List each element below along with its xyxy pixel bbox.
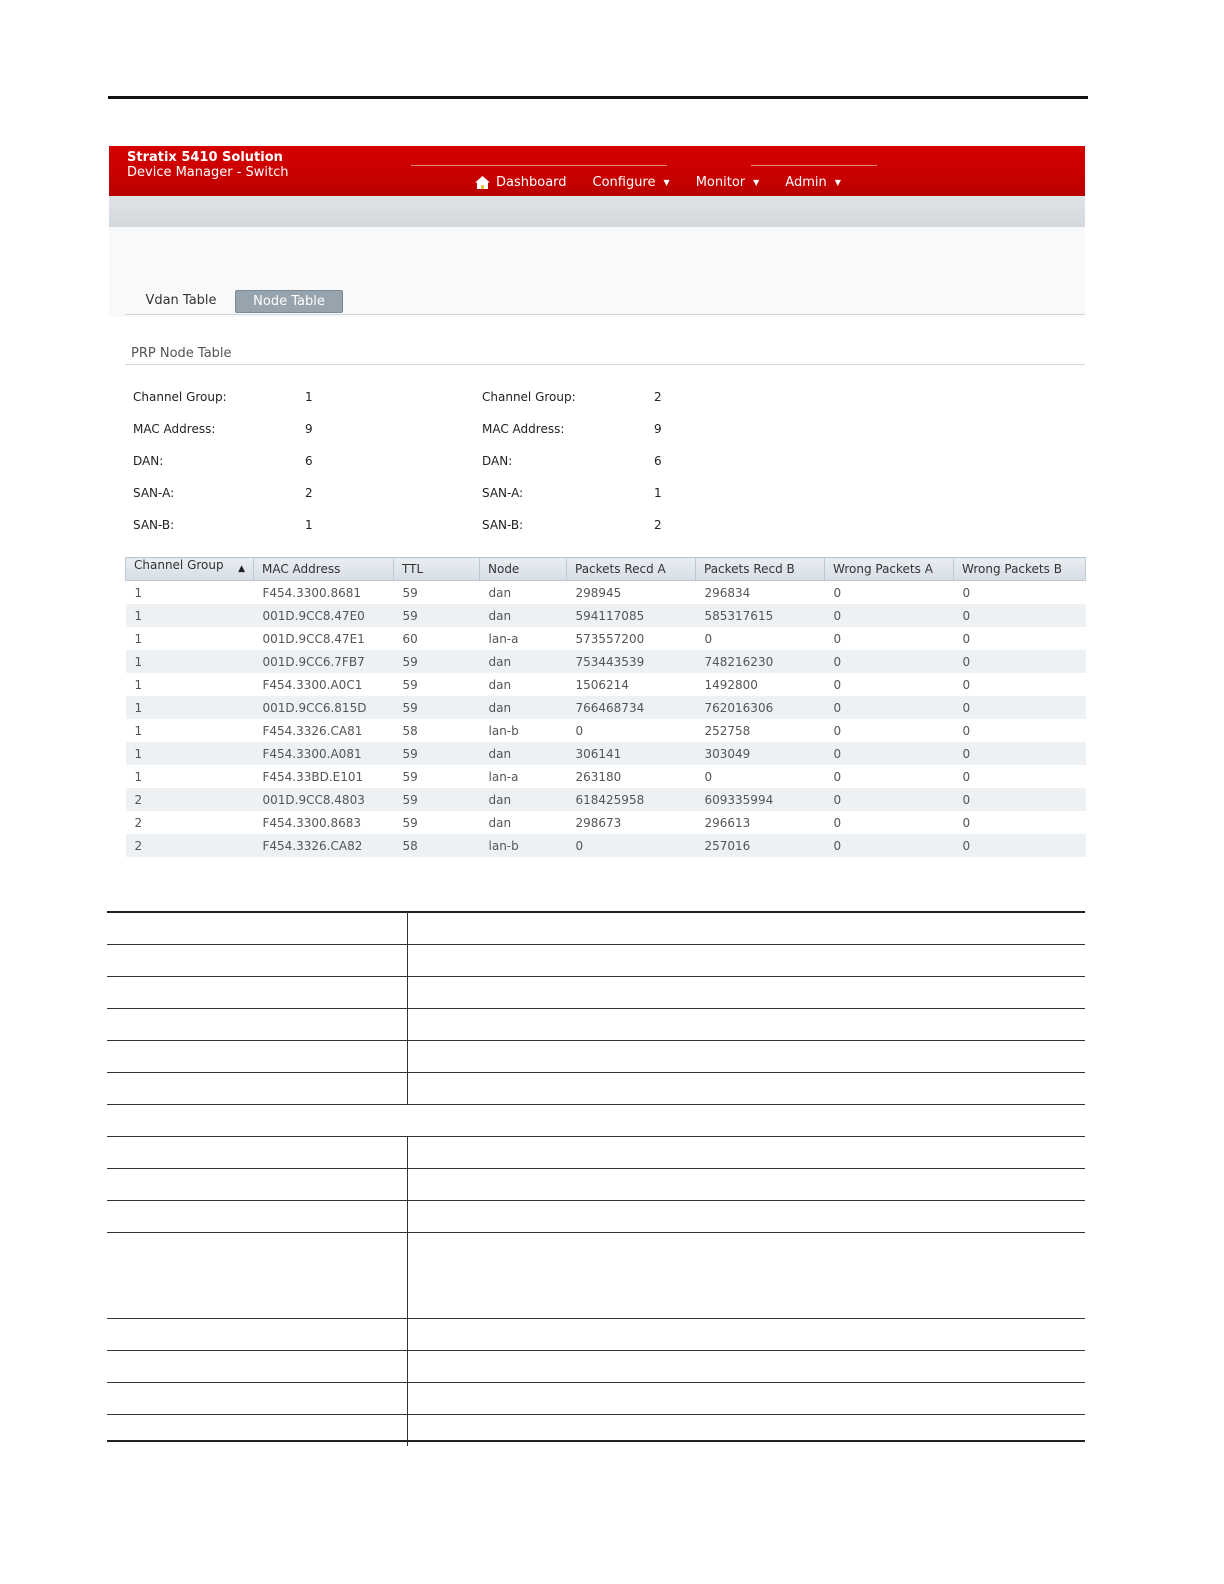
cell-wrong-packets-b: 0 (954, 834, 1086, 857)
nav-admin[interactable] (785, 175, 841, 190)
cell-mac-address: 001D.9CC8.47E0 (254, 604, 394, 627)
cell-node: dan (488, 815, 512, 830)
cell-ttl: 59 (402, 815, 418, 830)
doc-table-row (107, 977, 1085, 1009)
tab-vdan-table[interactable]: Vdan Table (145, 293, 217, 308)
cell-wrong-packets-a: 0 (825, 650, 954, 673)
cell-node: dan (480, 604, 567, 627)
document-table (107, 912, 1085, 1446)
chevron-down-icon: ▼ (663, 177, 670, 187)
cell-packets-recd-a: 753443539 (567, 650, 696, 673)
doc-table-row (107, 1383, 1085, 1415)
summary-label: Channel Group: (482, 390, 576, 404)
cell-wrong-packets-a: 0 (825, 834, 954, 857)
cell-packets-recd-a: 1506214 (575, 677, 629, 692)
cell-wrong-packets-b: 0 (962, 677, 971, 692)
column-header-channel-group[interactable] (126, 558, 254, 581)
brand (127, 150, 289, 180)
cell-mac-address: 001D.9CC8.4803 (254, 788, 394, 811)
cell-ttl: 59 (394, 650, 480, 673)
summary-label: Channel Group: (133, 390, 227, 404)
nav-configure-label: Configure (592, 174, 656, 190)
doc-column-divider (407, 1201, 408, 1232)
cell-wrong-packets-b: 0 (962, 585, 971, 600)
prp-node-table (125, 557, 1086, 857)
doc-table-bottom-rule (107, 1440, 1085, 1442)
cell-ttl: 59 (402, 677, 418, 692)
summary-value: 1 (654, 486, 662, 500)
cell-channel-group: 1 (134, 631, 143, 646)
table-row[interactable] (126, 765, 1086, 788)
nav-dashboard[interactable] (475, 175, 567, 190)
doc-column-divider (407, 1169, 408, 1200)
cell-channel-group: 2 (134, 815, 143, 830)
home-icon (475, 176, 490, 189)
cell-wrong-packets-b: 0 (954, 604, 1086, 627)
cell-mac-address: 001D.9CC8.47E1 (262, 631, 365, 646)
cell-channel-group: 1 (126, 696, 254, 719)
cell-wrong-packets-a: 0 (833, 631, 842, 646)
table-row[interactable] (126, 742, 1086, 765)
doc-column-divider (407, 912, 408, 944)
summary-value: 6 (654, 454, 662, 468)
summary-label: SAN-A: (482, 486, 524, 500)
cell-mac-address: F454.3326.CA82 (254, 834, 394, 857)
doc-column-divider (407, 1073, 408, 1104)
cell-packets-recd-b: 296613 (704, 815, 751, 830)
summary-value: 1 (305, 518, 313, 532)
section-divider (125, 364, 1085, 365)
cell-ttl: 58 (402, 723, 418, 738)
cell-ttl: 59 (394, 604, 480, 627)
cell-wrong-packets-a: 0 (833, 585, 842, 600)
doc-table-row (107, 1009, 1085, 1041)
device-manager-window (109, 146, 1085, 866)
column-header-mac-address[interactable]: MAC Address (254, 558, 394, 581)
doc-table-row (107, 1137, 1085, 1169)
cell-packets-recd-a: 0 (575, 723, 584, 738)
page-header-rule (108, 96, 1088, 99)
cell-mac-address: F454.3300.A0C1 (262, 677, 363, 692)
cell-packets-recd-a: 573557200 (575, 631, 645, 646)
cell-node: lan-a (488, 769, 519, 784)
cell-ttl: 59 (394, 742, 480, 765)
summary-label: SAN-A: (133, 486, 175, 500)
cell-mac-address: F454.3300.8681 (262, 585, 362, 600)
summary-value: 2 (654, 390, 662, 404)
cell-wrong-packets-a: 0 (833, 815, 842, 830)
cell-wrong-packets-a: 0 (825, 788, 954, 811)
cell-ttl: 60 (402, 631, 418, 646)
doc-table-row (107, 1073, 1085, 1105)
cell-packets-recd-a: 298945 (575, 585, 622, 600)
chevron-down-icon: ▼ (753, 177, 760, 187)
cell-channel-group: 1 (134, 677, 143, 692)
cell-node: dan (480, 742, 567, 765)
sort-ascending-icon: ▲ (238, 564, 245, 574)
summary-label: DAN: (482, 454, 513, 468)
main-nav (475, 172, 867, 192)
cell-node: dan (480, 650, 567, 673)
column-header-node[interactable]: Node (480, 558, 567, 581)
cell-wrong-packets-b: 0 (962, 769, 971, 784)
column-header-packets-recd-b[interactable]: Packets Recd B (696, 558, 825, 581)
table-row[interactable] (126, 650, 1086, 673)
cell-packets-recd-a: 0 (567, 834, 696, 857)
cell-ttl: 59 (402, 585, 418, 600)
summary-label: MAC Address: (133, 422, 216, 436)
cell-node: dan (488, 585, 512, 600)
cell-packets-recd-a: 306141 (567, 742, 696, 765)
summary-value: 6 (305, 454, 313, 468)
table-row[interactable] (126, 834, 1086, 857)
cell-wrong-packets-b: 0 (954, 696, 1086, 719)
doc-table-row (107, 1041, 1085, 1073)
cell-channel-group: 1 (134, 723, 143, 738)
cell-packets-recd-b: 257016 (696, 834, 825, 857)
cell-node: lan-b (480, 834, 567, 857)
cell-packets-recd-a: 618425958 (567, 788, 696, 811)
cell-mac-address: F454.3326.CA81 (262, 723, 363, 738)
doc-column-divider (407, 1383, 408, 1414)
doc-column-divider (407, 1041, 408, 1072)
doc-column-divider (407, 1137, 408, 1168)
cell-packets-recd-b: 0 (704, 769, 713, 784)
cell-ttl: 59 (402, 769, 418, 784)
table-header-row (126, 558, 1086, 581)
doc-column-divider (407, 1319, 408, 1350)
cell-packets-recd-b: 0 (704, 631, 713, 646)
nav-dashboard-label: Dashboard (496, 174, 567, 190)
cell-wrong-packets-b: 0 (962, 723, 971, 738)
cell-channel-group: 2 (126, 834, 254, 857)
cell-mac-address: F454.3300.8683 (262, 815, 362, 830)
cell-mac-address: F454.3300.A081 (254, 742, 394, 765)
cell-mac-address: 001D.9CC6.7FB7 (254, 650, 394, 673)
column-header-packets-recd-a[interactable]: Packets Recd A (567, 558, 696, 581)
table-body (126, 581, 1086, 858)
cell-channel-group: 1 (134, 769, 143, 784)
table-row[interactable] (126, 719, 1086, 742)
cell-wrong-packets-b: 0 (962, 631, 971, 646)
cell-wrong-packets-a: 0 (833, 769, 842, 784)
cell-wrong-packets-a: 0 (825, 604, 954, 627)
cell-ttl: 59 (394, 696, 480, 719)
nav-monitor-label: Monitor (695, 174, 746, 190)
cell-packets-recd-b: 1492800 (704, 677, 758, 692)
doc-column-divider (407, 945, 408, 976)
chevron-down-icon: ▼ (834, 177, 841, 187)
cell-packets-recd-b: 609335994 (696, 788, 825, 811)
doc-table-row (107, 912, 1085, 945)
cell-ttl: 59 (394, 788, 480, 811)
cell-packets-recd-b: 252758 (704, 723, 751, 738)
cell-packets-recd-a: 594117085 (567, 604, 696, 627)
table-row[interactable] (126, 788, 1086, 811)
app-title: Stratix 5410 Solution (127, 150, 283, 165)
table-row[interactable] (126, 696, 1086, 719)
doc-table-row (107, 1233, 1085, 1319)
doc-table-row (107, 945, 1085, 977)
cell-wrong-packets-b: 0 (962, 815, 971, 830)
nav-admin-label: Admin (785, 174, 827, 190)
table-row[interactable] (126, 581, 1086, 605)
column-header-wrong-packets-b[interactable]: Wrong Packets B (954, 558, 1086, 581)
summary-value: 9 (654, 422, 662, 436)
doc-table-row (107, 1319, 1085, 1351)
summary-label: MAC Address: (482, 422, 565, 436)
app-banner (109, 146, 1085, 196)
cell-mac-address: F454.33BD.E101 (262, 769, 364, 784)
toolbar (109, 196, 1085, 227)
cell-channel-group: 1 (126, 742, 254, 765)
cell-node: dan (480, 696, 567, 719)
doc-table-row (107, 1169, 1085, 1201)
nav-configure[interactable] (593, 175, 670, 190)
cell-wrong-packets-a: 0 (825, 742, 954, 765)
cell-packets-recd-a: 263180 (575, 769, 622, 784)
cell-node: lan-b (488, 723, 519, 738)
cell-channel-group: 1 (126, 604, 254, 627)
section-title: PRP Node Table (131, 346, 232, 361)
doc-column-divider (407, 1009, 408, 1040)
cell-wrong-packets-a: 0 (825, 696, 954, 719)
tab-bar (125, 290, 1085, 315)
cell-mac-address: 001D.9CC6.815D (254, 696, 394, 719)
cell-packets-recd-b: 303049 (696, 742, 825, 765)
cell-node: dan (480, 788, 567, 811)
doc-column-divider (407, 1351, 408, 1382)
summary-value: 2 (305, 486, 313, 500)
column-header-label: Channel Group (134, 558, 224, 572)
table-row[interactable] (126, 604, 1086, 627)
app-subtitle: Device Manager - Switch (127, 165, 289, 180)
nav-decor-line (751, 165, 877, 166)
cell-packets-recd-b: 762016306 (696, 696, 825, 719)
cell-packets-recd-b: 296834 (704, 585, 751, 600)
cell-channel-group: 1 (126, 650, 254, 673)
nav-monitor[interactable] (696, 175, 760, 190)
doc-table-row (107, 1351, 1085, 1383)
table-row[interactable] (126, 811, 1086, 834)
summary-label: SAN-B: (482, 518, 524, 532)
cell-packets-recd-b: 748216230 (696, 650, 825, 673)
summary-label: DAN: (133, 454, 164, 468)
table-row[interactable] (126, 673, 1086, 696)
summary-value: 9 (305, 422, 313, 436)
table-row[interactable] (126, 627, 1086, 650)
cell-wrong-packets-a: 0 (833, 677, 842, 692)
nav-decor-line (411, 165, 667, 166)
cell-packets-recd-a: 766468734 (567, 696, 696, 719)
summary-label: SAN-B: (133, 518, 175, 532)
cell-wrong-packets-b: 0 (954, 650, 1086, 673)
cell-wrong-packets-b: 0 (954, 742, 1086, 765)
column-header-wrong-packets-a[interactable]: Wrong Packets A (825, 558, 954, 581)
cell-node: dan (488, 677, 512, 692)
cell-packets-recd-b: 585317615 (696, 604, 825, 627)
cell-channel-group: 1 (134, 585, 143, 600)
summary-value: 2 (654, 518, 662, 532)
doc-column-divider (407, 1233, 408, 1318)
cell-wrong-packets-b: 0 (954, 788, 1086, 811)
doc-table-section-row (107, 1105, 1085, 1137)
summary-value: 1 (305, 390, 313, 404)
cell-packets-recd-a: 298673 (575, 815, 622, 830)
cell-ttl: 58 (394, 834, 480, 857)
cell-node: lan-a (488, 631, 519, 646)
doc-column-divider (407, 977, 408, 1008)
cell-wrong-packets-a: 0 (833, 723, 842, 738)
cell-channel-group: 2 (126, 788, 254, 811)
doc-table-row (107, 1201, 1085, 1233)
tab-node-table[interactable]: Node Table (235, 290, 343, 313)
column-header-ttl[interactable]: TTL (394, 558, 480, 581)
